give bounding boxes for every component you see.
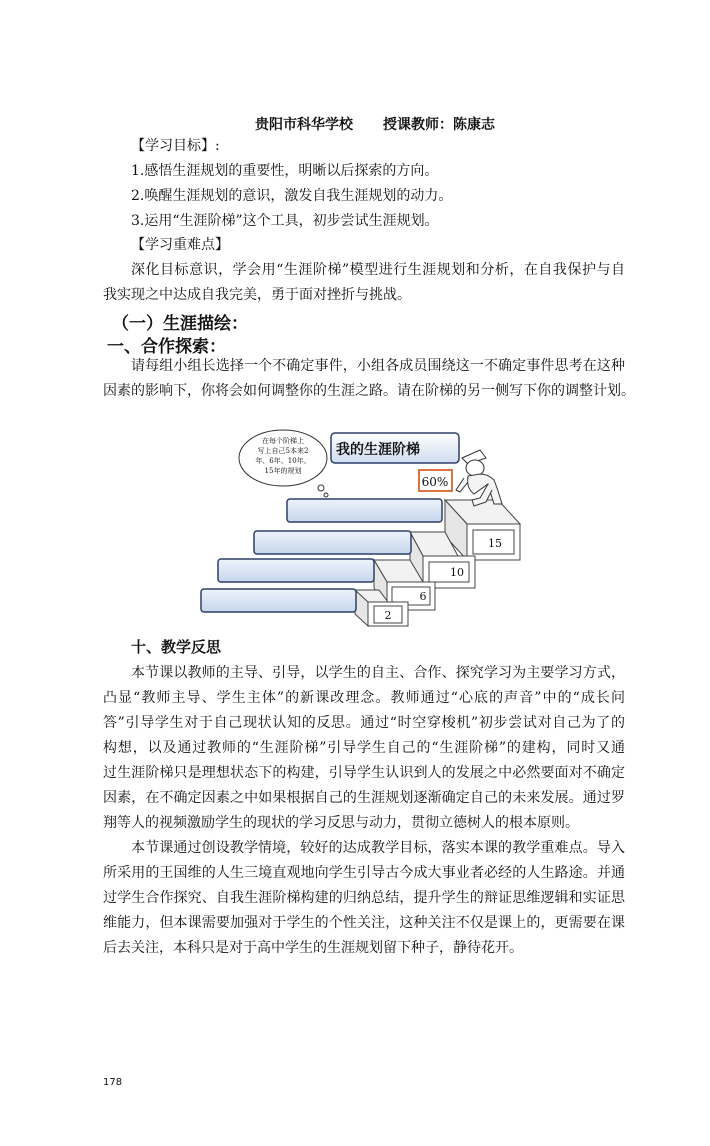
reflection-line: 本节课通过创设教学情境，较好的达成教学目标，落实本课的教学重难点。导入 — [131, 840, 625, 856]
task-line: 因素的影响下，你将会如何调整你的生涯之路。请在阶梯的另一侧写下你的调整计划。 — [103, 383, 635, 399]
climber-figure-icon — [456, 450, 502, 506]
reflection-line: 所采用的王国维的人生三境直观地向学生引导古今成大事业者必经的人生路途。并通 — [103, 865, 625, 881]
bubble-line: 在每个阶梯上 — [262, 437, 304, 445]
page-number: 178 — [103, 1077, 123, 1088]
bubble-line: 年、6年、10年、 — [255, 457, 311, 465]
page-header — [255, 114, 495, 134]
reflection-line: 过生涯阶梯只是理想状态下的构建，引导学生认识到人的发展之中必然要面对不确定 — [103, 765, 625, 781]
keypoints-line: 我实现之中达成自我完美，勇于面对挫折与挑战。 — [103, 287, 411, 303]
reflection-line: 构想，以及通过教师的“生涯阶梯”引导学生自己的“生涯阶梯”的建构，同时又通 — [103, 740, 625, 756]
reflection-heading: 十、教学反思 — [131, 638, 222, 656]
objectives-title: 【学习目标】: — [131, 138, 220, 154]
step-label: 2 — [384, 609, 392, 622]
career-ladder-diagram — [198, 428, 523, 628]
bubble-line: 写上自己5本来2 — [257, 447, 309, 455]
objective-item: 1.感悟生涯规划的重要性，明晰以后探索的方向。 — [131, 163, 439, 179]
reflection-line: 本节课以教师的主导、引导，以学生的自主、合作、探究学习为主要学习方式， — [131, 665, 625, 681]
step-label: 15 — [488, 537, 502, 550]
reflection-line: 因素，在不确定因素之中如果根据自己的生涯规划逐渐确定自己的未来发展。通过罗 — [103, 790, 625, 806]
step-label: 10 — [450, 566, 464, 579]
reflection-line: 后去关注，本科只是对于高中学生的生涯规划留下种子，静待花开。 — [103, 940, 523, 956]
objective-item: 3.运用“生涯阶梯”这个工具，初步尝试生涯规划。 — [131, 213, 439, 229]
reflection-line: 维能力，但本课需要加强对于学生的个性关注，这种关注不仅是课上的，更需要在课 — [103, 915, 625, 931]
reflection-line: 凸显“教师主导、学生主体”的新课改理念。教师通过“心底的声音”中的“成长问 — [103, 690, 625, 706]
section1-heading: （一）生涯描绘： — [112, 314, 248, 334]
ladder-title: 我的生涯阶梯 — [336, 442, 420, 458]
bubble-line: 15年的规划 — [264, 467, 302, 475]
keypoints-title: 【学习重难点】 — [131, 237, 229, 253]
reflection-line: 翔等人的视频激励学生的现状的学习反思与动力，贯彻立德树人的根本原则。 — [103, 815, 579, 831]
keypoints-line: 深化目标意识，学会用“生涯阶梯”模型进行生涯规划和分析，在自我保护与自 — [131, 262, 625, 278]
percent-label: 60% — [421, 475, 449, 489]
school-name: 贵阳市科华学校 — [255, 117, 353, 133]
teacher-name: 授课教师：陈康志 — [383, 117, 495, 133]
reflection-line: 答”引导学生对于自己现状认知的反思。通过“时空穿梭机”初步尝试对自己为了的 — [103, 715, 625, 731]
reflection-line: 过学生合作探究、自我生涯阶梯构建的归纳总结，提升学生的辩证思维逻辑和实证思 — [103, 890, 625, 906]
section2-heading: 一、合作探索： — [107, 337, 226, 357]
step-label: 6 — [419, 590, 427, 603]
objective-item: 2.唤醒生涯规划的意识，激发自我生涯规划的动力。 — [131, 188, 453, 204]
task-line: 请每组小组长选择一个不确定事件，小组各成员围绕这一不确定事件思考在这种 — [131, 358, 625, 374]
